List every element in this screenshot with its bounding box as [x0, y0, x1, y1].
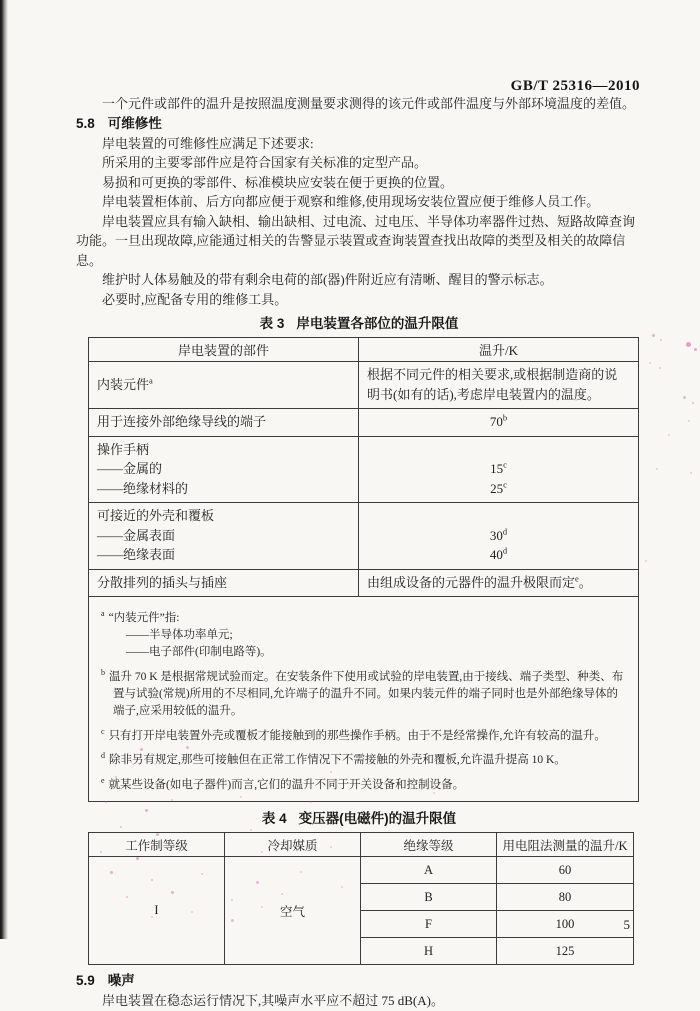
table3-row: [89, 409, 639, 437]
table-cell-line: 根据不同元件的相关要求,或根据制造商的说明书(如有的话),考虑岸电装置内的温度。: [367, 367, 618, 402]
table4-col2-header: 冷却媒质: [225, 833, 361, 857]
footnote-line: $^e$ 就某些设备(如电子器件)而言,它们的温升不同于开关设备和控制设备。: [101, 776, 465, 792]
section-title: 噪声: [107, 973, 135, 989]
footnote-ref: d: [502, 545, 508, 556]
table3-row: [89, 569, 639, 597]
section-58-paragraphs: [76, 134, 642, 310]
noise-paragraph: 岸电装置在稳态运行情况下,其噪声水平应不超过 75 dB(A)。: [102, 993, 444, 1009]
temp-rise-cell: 100: [497, 911, 634, 938]
footnote-marker: b: [101, 667, 105, 677]
table3-footnotes-row: [89, 597, 639, 802]
footnote-c: [101, 723, 628, 745]
paragraph: 维护时人体易触及的带有剩余电荷的部(器)件附近应有清晰、醒目的警示标志。: [102, 272, 553, 287]
value-cell: [359, 362, 639, 409]
temp-rise-cell: 125: [497, 938, 634, 965]
table3-temperature-rise-limits: [88, 337, 639, 802]
footnote-ref: c: [503, 479, 507, 490]
footnote-line: ——电子部件(印制电路等)。: [126, 645, 272, 658]
table3-body: [89, 362, 639, 802]
footnote-line: $^b$ 温升 70 K 是根据常规试验而定。在安装条件下使用或试验的岸电装置,由于接线、端子类型、种类、布置与试验(常规)所用的不尽相同,允许端子的温升不同。如果内装元件的端子同时也是外部绝缘导体的端子,应采用较低的温升。: [101, 667, 624, 717]
footnote-ref: e: [575, 573, 579, 584]
table3-row: [89, 436, 639, 503]
value-cell: [359, 569, 639, 597]
table-cell-line: [367, 440, 630, 460]
table-cell-line: 可接近的外壳和覆板: [97, 508, 215, 523]
table3-caption-title: 岸电装置各部位的温升限值: [296, 316, 459, 331]
value-cell: [359, 503, 639, 570]
table4-caption-title: 变压器(电磁件)的温升限值: [298, 811, 457, 827]
table4-body: [89, 857, 634, 965]
value-cell: [359, 436, 639, 503]
section-number: 5.9: [76, 973, 95, 989]
table4-header-row: [89, 833, 634, 857]
footnotes-cell: [89, 597, 639, 802]
table4-col4-header: 用电阻法测量的温升/K: [497, 833, 634, 857]
value-cell: [359, 409, 639, 437]
footnote-ref: d: [502, 526, 508, 537]
paragraph: 岸电装置的可维修性应满足下述要求:: [102, 135, 314, 151]
intro-paragraph: 一个元件或部件的温升是按照温度测量要求测得的该元件或部件温度与外部环境温度的差值。: [102, 96, 636, 111]
duty-class-cell: I: [89, 857, 225, 965]
footnote-ref: c: [503, 459, 507, 470]
section-heading-5-9: [76, 971, 642, 991]
table4-row: [89, 857, 634, 884]
paragraph: 所采用的主要零部件应是符合国家有关标准的定型产品。: [102, 155, 428, 170]
table3-row: [89, 362, 639, 409]
cooling-medium-cell: 空气: [225, 857, 361, 965]
table-cell-line: ——金属表面: [97, 527, 176, 543]
table4-col1-header: 工作制等级: [89, 833, 225, 857]
footnote-ref: a: [149, 375, 153, 386]
footnote-e: [101, 772, 628, 794]
table-cell-line: 由组成设备的元器件的温升极限而定$^e$。: [367, 573, 592, 590]
insulation-grade-cell: B: [361, 884, 497, 911]
table3-caption: [76, 314, 642, 333]
table-cell-line: 15$^c$: [490, 459, 507, 476]
footnote-d: [101, 747, 628, 769]
footnote-marker: d: [101, 751, 105, 761]
table-cell-line: 25$^c$: [490, 479, 507, 496]
table-cell-line: ——绝缘材料的: [97, 480, 189, 496]
table-cell-line: 40$^d$: [489, 545, 508, 562]
footnote-line: $^c$ 只有打开岸电装置外壳或覆板才能接触到的那些操作手柄。由于不是经常操作,允许有较高的温升。: [101, 726, 606, 742]
table-cell-line: 用于连接外部绝缘导线的端子: [97, 414, 267, 429]
temp-rise-cell: 60: [497, 857, 634, 884]
section-heading-5-8: [76, 114, 642, 134]
footnote-line: $^a$ “内装元件”指:: [101, 609, 180, 624]
footnote-line: ——半导体功率单元;: [126, 628, 233, 641]
insulation-grade-cell: F: [361, 911, 497, 938]
table-cell-line: 分散排列的插头与插座: [97, 574, 228, 590]
table4-transformer-temp-rise: [88, 832, 634, 965]
footnote-ref: b: [502, 412, 508, 423]
table3-row: [89, 503, 639, 570]
table-cell-line: [367, 506, 630, 526]
part-cell: [89, 362, 359, 409]
table-cell-line: 30$^d$: [489, 526, 508, 543]
insulation-grade-cell: H: [361, 938, 497, 965]
paragraph: 易损和可更换的零部件、标准模块应安装在便于更换的位置。: [102, 174, 454, 190]
table3-header-row: [89, 338, 639, 362]
table-cell-line: ——金属的: [97, 461, 163, 476]
table3-caption-label: 表 3: [259, 316, 285, 331]
table3-col1-header: 岸电装置的部件: [89, 338, 359, 362]
temp-rise-cell: 80: [497, 884, 634, 911]
section-number: 5.8: [76, 115, 95, 131]
paragraph: 岸电装置柜体前、后方向都应便于观察和维修,使用现场安装位置应便于维修人员工作。: [102, 194, 600, 209]
scan-left-edge-shadow: [0, 0, 8, 939]
page-number: 5: [623, 917, 630, 932]
footnote-line: $^d$ 除非另有规定,那些可接触但在正常工作情况下不需接触的外壳和覆板,允许温升提高 10 K。: [101, 751, 566, 767]
footnote-b: [101, 664, 628, 720]
table3-col2-header: 温升/K: [359, 338, 639, 362]
part-cell: [89, 436, 359, 503]
footnote-marker: e: [101, 776, 105, 786]
part-cell: [89, 503, 359, 570]
table-cell-line: 70$^b$: [489, 412, 508, 429]
paragraph: 必要时,应配备专用的维修工具。: [102, 291, 288, 307]
footnote-a: [101, 605, 628, 661]
table-cell-line: 操作手柄: [97, 441, 150, 457]
footnote-marker: c: [101, 726, 105, 736]
table-cell-line: 内装元件$^a$: [97, 375, 153, 392]
table4-col3-header: 绝缘等级: [361, 833, 497, 857]
footnote-marker: a: [101, 609, 105, 618]
section-title: 可维修性: [107, 115, 162, 131]
table4-caption-label: 表 4: [261, 811, 287, 827]
paragraph: 岸电装置应具有输入缺相、输出缺相、过电流、过电压、半导体功率器件过热、短路故障查询功能。一旦出现故障,应能通过相关的告警显示装置或查询装置查找出故障的类型及相关的故障信息。: [76, 213, 636, 268]
insulation-grade-cell: A: [361, 857, 497, 884]
table4-caption: [76, 809, 642, 828]
standard-number-header: GB/T 25316—2010: [510, 78, 640, 94]
part-cell: [89, 569, 359, 597]
table-cell-line: ——绝缘表面: [97, 547, 176, 562]
part-cell: [89, 409, 359, 437]
